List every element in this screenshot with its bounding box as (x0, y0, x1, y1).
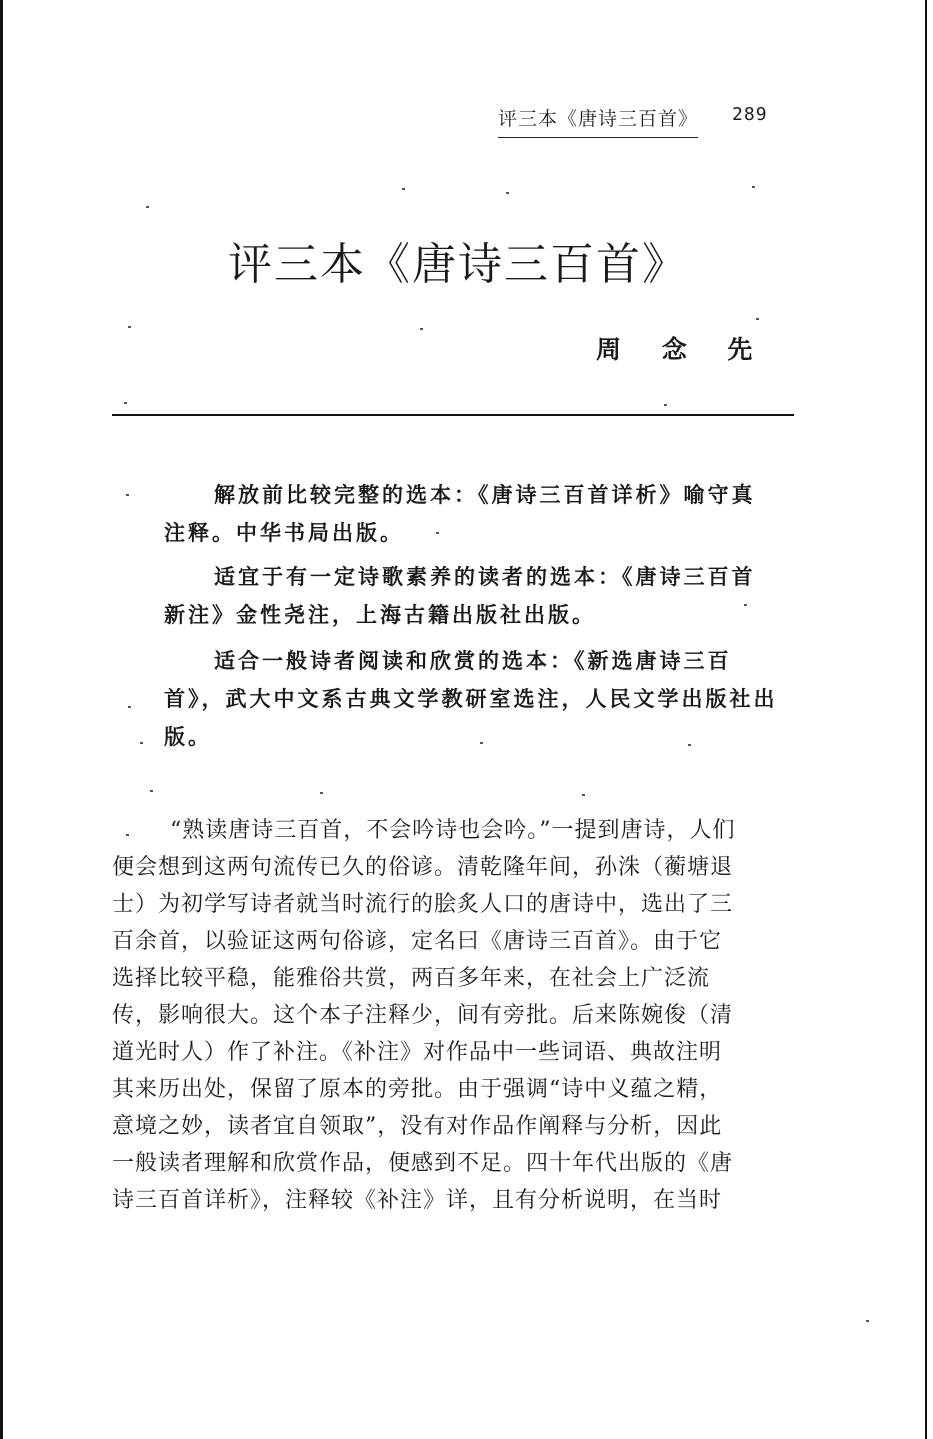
body-line: 道光时人）作了补注。《补注》对作品中一些词语、典故注明 (112, 1040, 723, 1065)
scan-speck (420, 328, 423, 330)
scan-speck (506, 192, 509, 194)
scan-speck (582, 794, 585, 796)
title-divider (112, 414, 794, 416)
page-number: 289 (732, 104, 768, 125)
recommendation-item (164, 642, 796, 756)
body-line: 百余首，以验证这两句俗谚，定名曰《唐诗三百首》。由于它 (112, 929, 723, 954)
page-edge-right (925, 0, 927, 1439)
author-name: 周 念 先 (596, 335, 769, 364)
body-line: 选择比较平稳，能雅俗共赏，两百多年来，在社会上广泛流 (112, 966, 711, 991)
recommendation-lead: 解放前比较完整的选本：《唐诗三百首详析》喻守真 (214, 482, 756, 507)
article-title: 评三本《唐诗三百首》 (228, 239, 688, 290)
recommendation-detail: 注释。中华书局出版。 (164, 520, 404, 545)
scan-speck (128, 706, 131, 708)
scan-speck (150, 790, 153, 792)
recommendation-detail: 新注》金性尧注，上海古籍出版社出版。 (164, 602, 596, 627)
scan-speck (866, 1320, 869, 1322)
scan-speck (756, 318, 759, 320)
body-line: 便会想到这两句流传已久的俗谚。清乾隆年间，孙洙（蘅塘退 (112, 855, 734, 880)
scan-speck (126, 834, 129, 836)
scan-speck (402, 188, 405, 190)
running-head (498, 104, 768, 138)
scan-speck (126, 494, 129, 496)
scan-speck (664, 404, 667, 406)
scan-speck (320, 792, 323, 794)
recommendation-item (164, 558, 796, 634)
recommendation-item (164, 476, 796, 552)
body-line: 传，影响很大。这个本子注释少，间有旁批。后来陈婉俊（清 (112, 1003, 734, 1028)
scan-speck (744, 604, 747, 606)
running-head-title: 评三本《唐诗三百首》 (498, 104, 698, 138)
body-line: “熟读唐诗三百首，不会吟诗也会吟。”一提到唐诗，人们 (170, 818, 736, 843)
body-line: 士）为初学写诗者就当时流行的脍炙人口的唐诗中，选出了三 (112, 892, 734, 917)
scan-speck (124, 402, 127, 404)
scan-speck (480, 742, 483, 744)
scan-speck (140, 742, 143, 744)
body-line: 其来历出处，保留了原本的旁批。由于强调“诗中义蕴之精， (112, 1077, 723, 1102)
body-line: 诗三百首详析》，注释较《补注》详，且有分析说明，在当时 (112, 1188, 723, 1213)
page-edge-left (0, 0, 3, 1439)
scan-speck (688, 744, 691, 746)
scan-speck (128, 326, 131, 328)
recommendation-detail: 首》，武大中文系古典文学教研室选注，人民文学出版社出版。 (164, 686, 778, 749)
scan-speck (146, 206, 149, 208)
scan-speck (752, 186, 755, 188)
recommendation-lead: 适宜于有一定诗歌素养的读者的选本：《唐诗三百首 (214, 564, 756, 589)
body-line: 一般读者理解和欣赏作品，便感到不足。四十年代出版的《唐 (112, 1151, 734, 1176)
body-line: 意境之妙，读者宜自领取”，没有对作品作阐释与分析，因此 (112, 1114, 723, 1139)
recommendation-lead: 适合一般诗者阅读和欣赏的选本：《新选唐诗三百 (214, 648, 732, 673)
scan-speck (436, 532, 439, 534)
body-paragraph (112, 812, 802, 1219)
